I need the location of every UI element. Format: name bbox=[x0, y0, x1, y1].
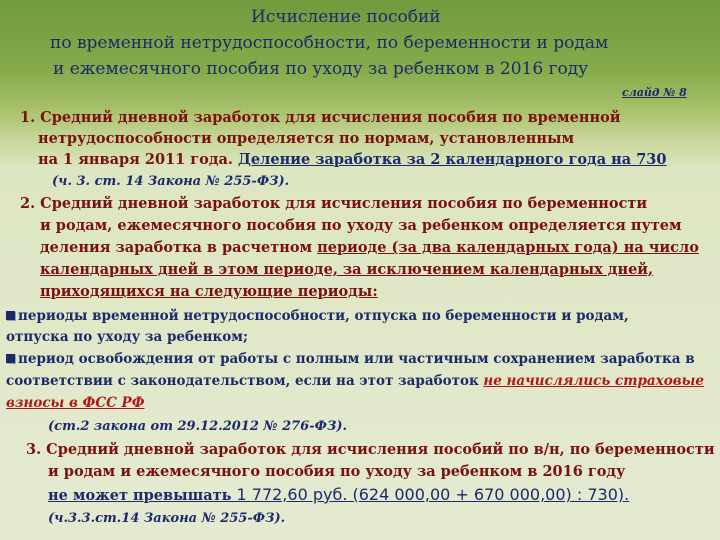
title-line-1: Исчисление пособий bbox=[251, 7, 441, 27]
p3-line-1: 3. Средний дневной заработок для исчисления пособий по в/н, по беременности bbox=[26, 441, 715, 458]
bullets-reference: (ст.2 закона от 29.12.2012 № 276-ФЗ). bbox=[48, 419, 347, 434]
title-line-3: и ежемесячного пособия по уходу за ребенком в 2016 году bbox=[53, 59, 589, 79]
p3-line-3-start: не может превышать bbox=[48, 487, 237, 504]
p3-line-3 bbox=[48, 485, 629, 507]
p2-line-2: и родам, ежемесячного пособия по уходу за ребенком определяется путем bbox=[40, 217, 682, 234]
title-line-2: по временной нетрудоспособности, по беременности и родам bbox=[50, 33, 609, 53]
p2-line-3 bbox=[40, 238, 699, 259]
p3-line-2: и родам и ежемесячного пособия по уходу за ребенком в 2016 году bbox=[48, 463, 626, 480]
square-bullet-icon bbox=[6, 354, 15, 363]
p1-line-2: нетрудоспособности определяется по нормам, установленным bbox=[38, 130, 575, 147]
bullet-2-line-2 bbox=[6, 371, 704, 392]
p1-line-1: 1. Средний дневной заработок для исчисления пособия по временной bbox=[20, 109, 621, 126]
bullet-2-line-2-highlight: не начислялись страховые bbox=[483, 373, 704, 389]
slide-number: слайд № 8 bbox=[622, 86, 687, 99]
p2-line-3-start: деления заработка в расчетном bbox=[40, 239, 318, 256]
bullet-2-line-3: взносы в ФСС РФ bbox=[6, 395, 145, 411]
p1-line-3-start: на 1 января 2011 года. bbox=[38, 151, 239, 168]
p1-line-3-highlight: Деление заработка за 2 календарного года на 730 bbox=[238, 151, 667, 168]
bullet-1-line-1 bbox=[6, 306, 629, 327]
p2-line-5: приходящихся на следующие периоды: bbox=[40, 283, 378, 300]
bullet-2-text: период освобождения от работы с полным или частичным сохранением заработка в bbox=[18, 351, 695, 367]
p3-reference: (ч.3.3.ст.14 Закона № 255-ФЗ). bbox=[48, 511, 286, 526]
p3-line-3-amount: 1 772,60 руб. (624 000,00 + 670 000,00) : 730). bbox=[236, 485, 630, 504]
p2-line-4: календарных дней в этом периоде, за исключением календарных дней, bbox=[40, 261, 654, 278]
p2-line-1: 2. Средний дневной заработок для исчисления пособия по беременности bbox=[20, 195, 648, 212]
bullet-1-text: периоды временной нетрудоспособности, отпуска по беременности и родам, bbox=[18, 308, 629, 324]
bullet-2-line-1 bbox=[6, 349, 695, 370]
bullet-1-line-2: отпуска по уходу за ребенком; bbox=[6, 329, 248, 345]
bullet-2-line-2-start: соответствии с законодательством, если на этот заработок bbox=[6, 373, 484, 389]
p1-line-3 bbox=[38, 150, 667, 171]
p2-line-3-highlight: периоде (за два календарных года) на число bbox=[317, 239, 699, 256]
square-bullet-icon bbox=[6, 311, 15, 320]
p1-reference: (ч. 3. ст. 14 Закона № 255-ФЗ). bbox=[52, 174, 290, 189]
